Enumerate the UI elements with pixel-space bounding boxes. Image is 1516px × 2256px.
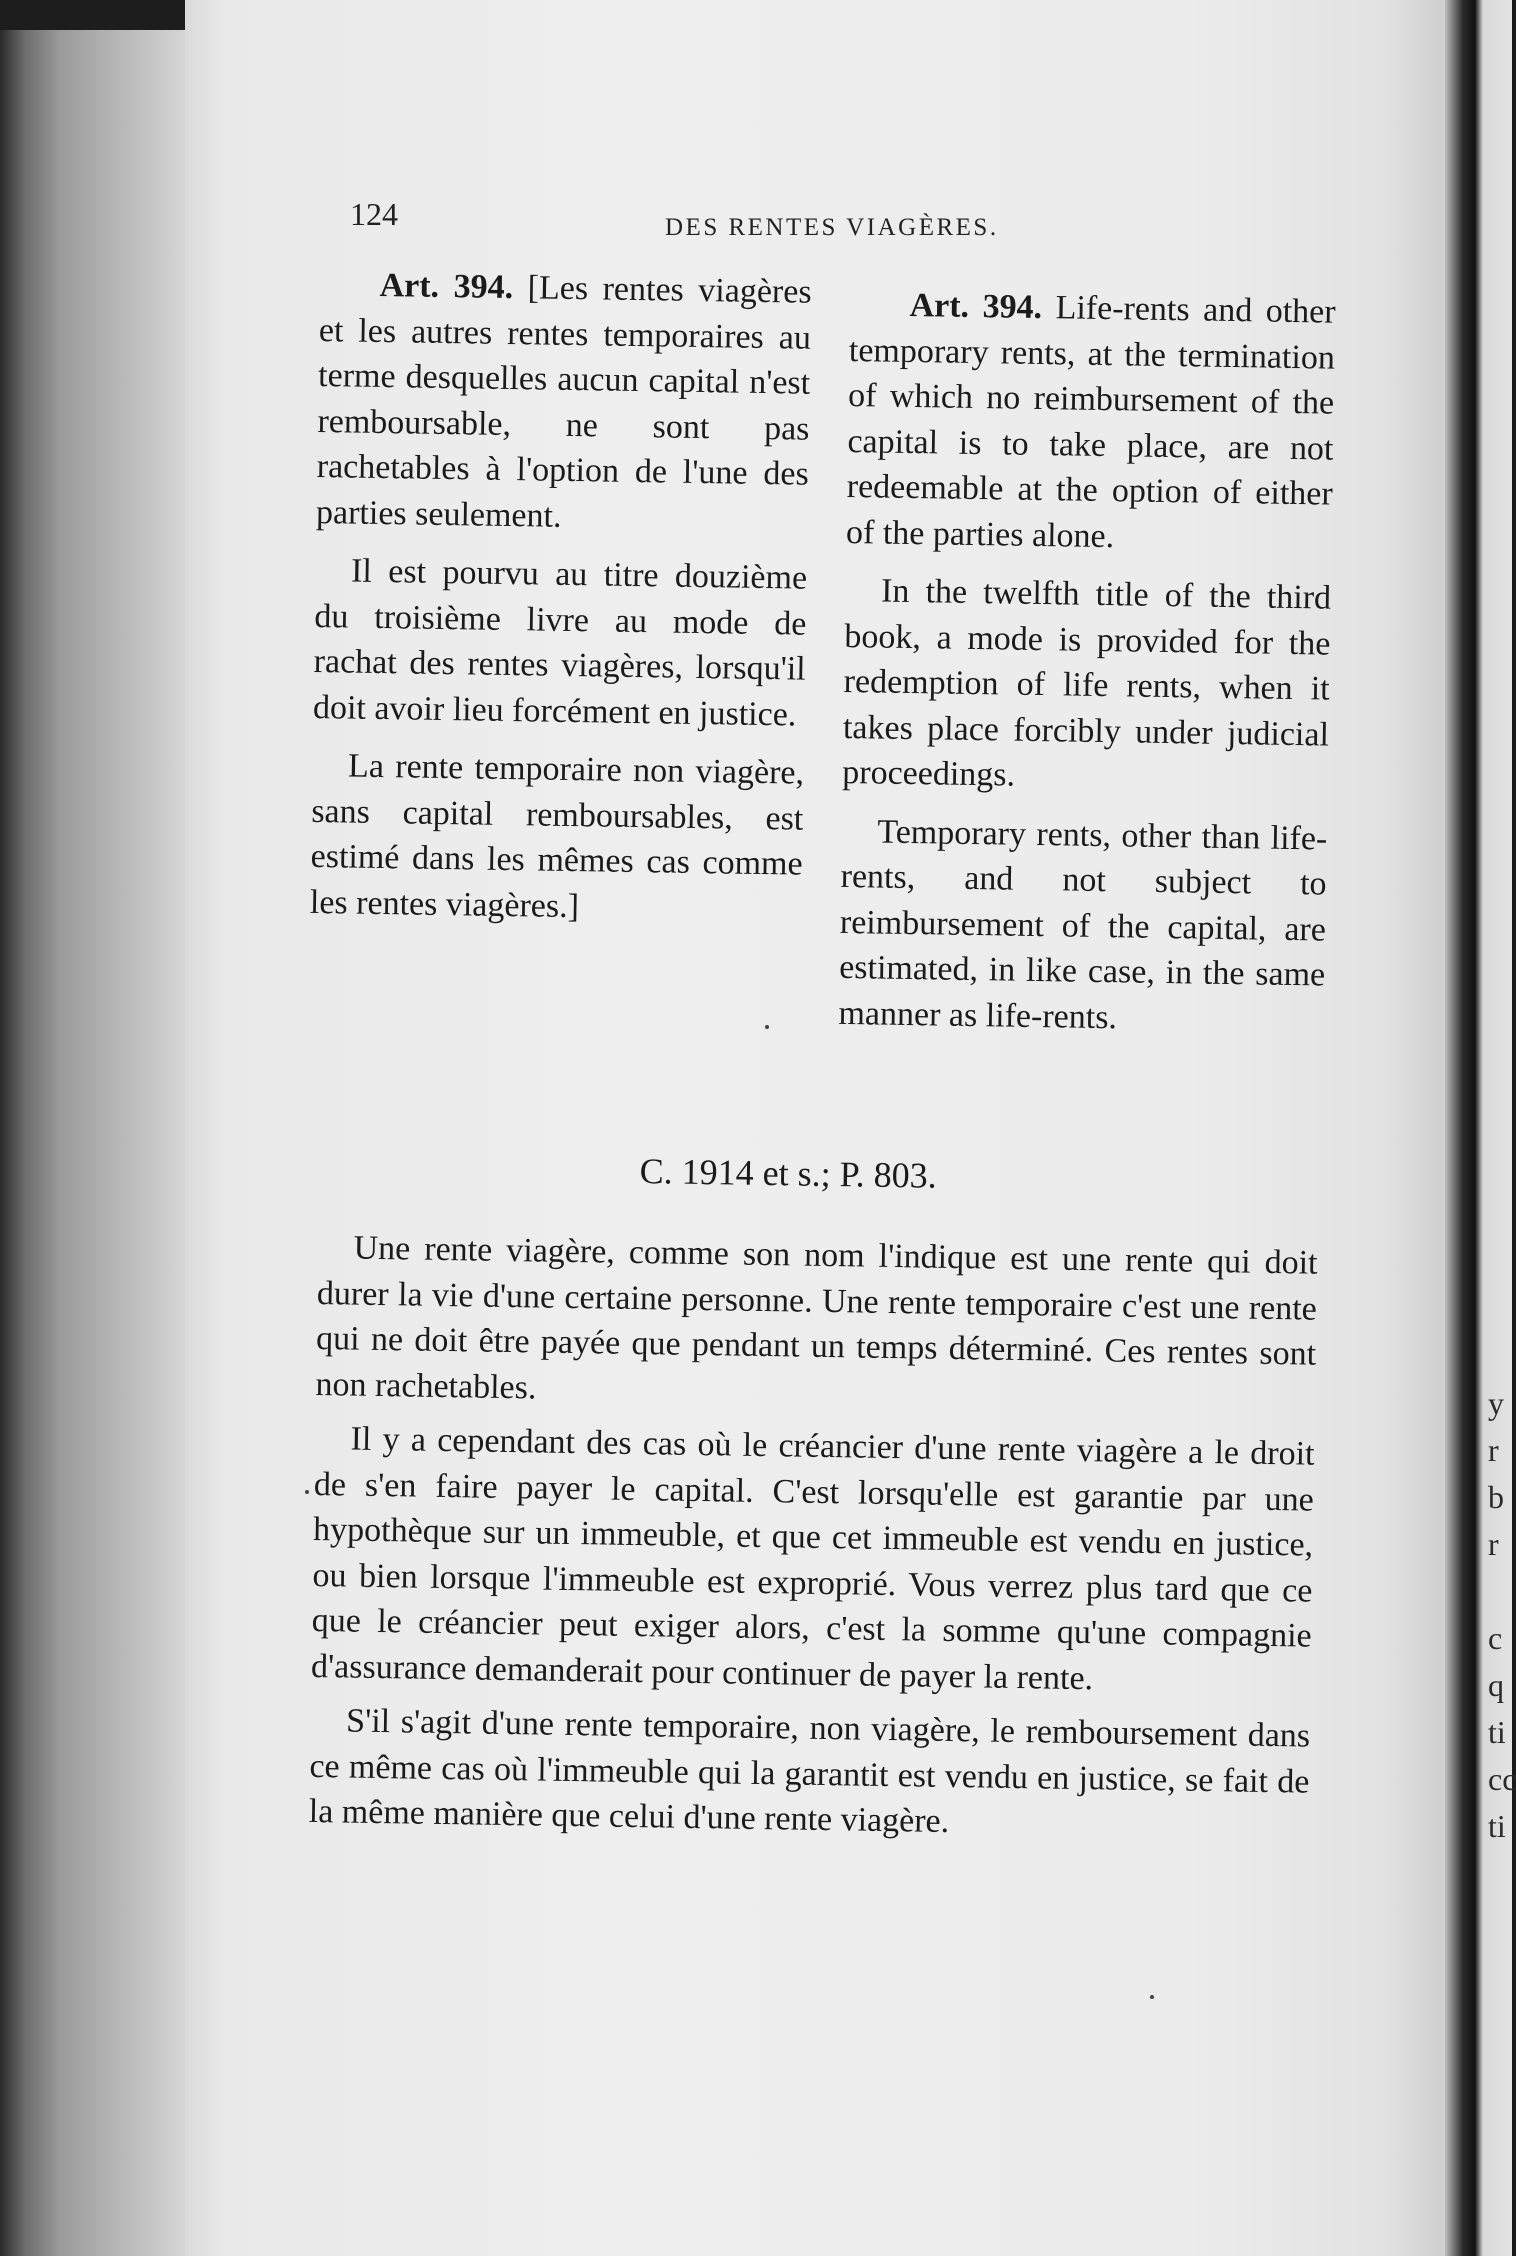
paper-speck <box>1150 1995 1154 1999</box>
fragment-line: ti <box>1488 1714 1506 1750</box>
paper-speck <box>305 1490 309 1494</box>
fragment-line: r <box>1488 1432 1499 1468</box>
commentary-paragraph: Il y a cependant des cas où le créancier d'une rente viagère a le droit de s'en faire payer le capital. C'est lorsqu'elle est garantie par une hypothèque sur un immeuble, et que cet immeuble est vendu en justice, ou bien lorsque l'immeuble est exproprié. Vous verrez plus tard que ce que le créancier peut exiger alors, c'est la somme qu'une compagnie d'assurance demanderait pour continuer de payer la rente. <box>310 1420 1315 1697</box>
french-paragraph: La rente temporaire non viagère, sans capital remboursables, est estimé dans les mêmes cas comme les rentes viagères.] <box>309 747 805 925</box>
fragment-line: ti <box>1488 1808 1506 1844</box>
english-paragraph: Temporary rents, other than life-rents, and not subject to reimbursement of the capital, are estimated, in like case, in the same manner as life-rents. <box>838 813 1328 1036</box>
fragment-line: c <box>1488 1620 1503 1656</box>
running-head: DES RENTES VIAGÈRES. <box>665 214 999 241</box>
french-paragraph-text: [Les rentes viagères et les autres rentes temporaires au terme desquelles aucun capital n'est remboursable, ne sont pas rachetables à l'option de l'une des parties seulement. <box>315 269 812 535</box>
fragment-line: cc <box>1488 1761 1516 1797</box>
code-reference: C. 1914 et s.; P. 803. <box>639 1150 937 1196</box>
french-paragraph <box>316 262 812 543</box>
english-paragraph: In the twelfth title of the third book, a mode is provided for the redemption of life rents, when it takes place forcibly under judicial proceedings. <box>842 572 1332 794</box>
page-number: 124 <box>350 196 398 232</box>
facing-page-edge <box>1445 0 1516 2256</box>
commentary-paragraph: Une rente viagère, comme son nom l'indique est une rente qui doit durer la vie d'une certaine personne. Une rente temporaire c'est une rente qui ne doit être payée que pendant un temps déterminé. Ces rentes sont non rachetables. <box>315 1229 1318 1406</box>
french-column <box>309 262 812 946</box>
fragment-line: b <box>1488 1479 1504 1515</box>
fragment-line: r <box>1488 1526 1499 1562</box>
french-article-label: Art. 394. <box>379 266 514 307</box>
english-column <box>838 282 1336 1057</box>
french-paragraph: Il est pourvu au titre douzième du troisième livre au mode de rachat des rentes viagères, lorsqu'il doit avoir lieu forcément en justice. <box>312 552 808 734</box>
book-binding-edge <box>0 0 185 2256</box>
english-paragraph-text: Life-rents and other temporary rents, at the termination of which no reimbursement of the capital is to take place, are not redeemable at the option of either of the parties alone. <box>845 289 1336 555</box>
fragment-line: y <box>1488 1385 1504 1421</box>
paper-speck <box>765 1025 769 1029</box>
english-article-label: Art. 394. <box>909 286 1043 327</box>
fragment-line: q <box>1488 1667 1504 1703</box>
commentary <box>308 1225 1318 1859</box>
facing-page-fragments <box>1488 1380 1516 1850</box>
commentary-paragraph: S'il s'agit d'une rente temporaire, non viagère, le remboursement dans ce même cas où l'immeuble qui la garantit est vendu en justice, se fait de la même manière que celui d'une rente viagère. <box>308 1702 1311 1840</box>
english-paragraph <box>846 282 1336 563</box>
binding-shadow <box>0 0 185 30</box>
fragment-line <box>1488 1568 1512 1615</box>
